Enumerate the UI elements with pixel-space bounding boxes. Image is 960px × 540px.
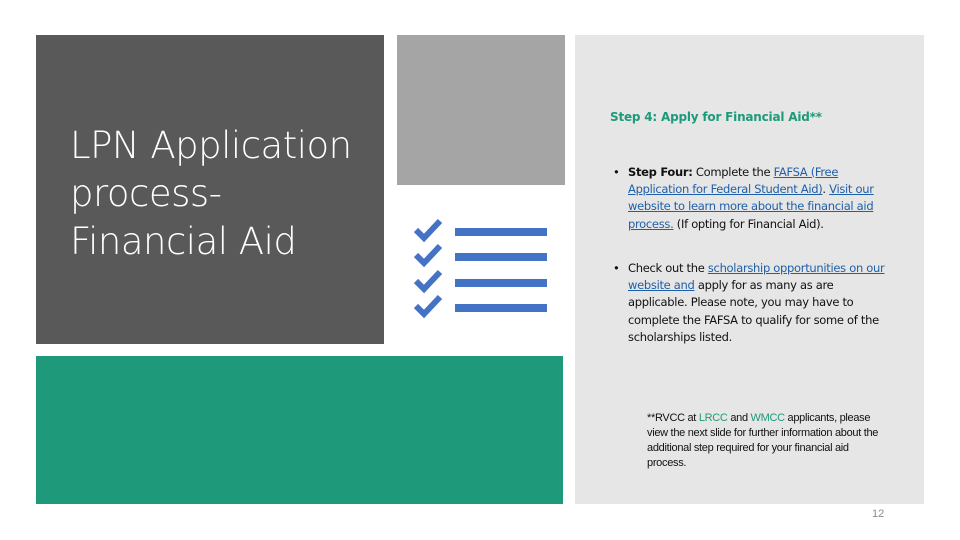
slide-title bbox=[70, 122, 370, 266]
checklist-row bbox=[413, 217, 553, 241]
footnote-text: applicants, please view the next slide for further information about the additional step required for your financial aid process. bbox=[647, 412, 879, 469]
financial-aid-website-link[interactable]: Visit our website to learn more about the financial aid process. bbox=[628, 182, 874, 231]
bullet-dot: • bbox=[613, 261, 620, 275]
bullet-scholarships bbox=[613, 260, 893, 346]
checkmark-icon bbox=[413, 268, 443, 294]
checklist-line bbox=[455, 253, 547, 261]
bullet-text: Check out the bbox=[628, 261, 708, 275]
decorative-gray-square bbox=[397, 35, 565, 185]
bullet-body bbox=[628, 164, 893, 233]
scholarship-opportunities-link[interactable]: scholarship opportunities on our website and bbox=[628, 261, 885, 293]
slide-title-line: process- bbox=[70, 172, 222, 215]
checkmark-icon bbox=[413, 217, 443, 243]
checklist-row bbox=[413, 293, 553, 317]
bullet-text: Complete the bbox=[692, 165, 774, 179]
bullet-bold-label: Step Four: bbox=[628, 165, 693, 179]
checklist-icon bbox=[413, 217, 553, 327]
bullet-dot: • bbox=[613, 165, 620, 179]
page-number: 12 bbox=[872, 508, 885, 520]
decorative-green-band bbox=[36, 356, 563, 504]
footnote-text: and bbox=[727, 412, 751, 424]
bullet-text: apply for as many as are applicable. Please note, you may have to complete the FAFSA to qualify for some of the scholarships listed. bbox=[628, 278, 879, 344]
bullet-text: (If opting for Financial Aid). bbox=[673, 216, 824, 231]
footnote-highlight-wmcc: WMCC bbox=[750, 412, 785, 424]
checklist-line bbox=[455, 279, 547, 287]
slide-title-line: Financial Aid bbox=[70, 220, 297, 263]
step-heading: Step 4: Apply for Financial Aid** bbox=[610, 110, 822, 124]
checkmark-icon bbox=[413, 242, 443, 268]
bullet-step-four bbox=[613, 164, 893, 233]
slide-title-line: LPN Application bbox=[70, 124, 352, 167]
bullet-body bbox=[628, 260, 893, 346]
checklist-row bbox=[413, 268, 553, 292]
footnote-text: **RVCC at bbox=[647, 412, 699, 424]
footnote bbox=[647, 411, 887, 471]
checklist-line bbox=[455, 228, 547, 236]
checkmark-icon bbox=[413, 293, 443, 319]
footnote-highlight-lrcc: LRCC bbox=[698, 412, 728, 424]
fafsa-link[interactable]: FAFSA (Free Application for Federal Student Aid) bbox=[628, 165, 839, 197]
checklist-row bbox=[413, 242, 553, 266]
checklist-line bbox=[455, 304, 547, 312]
bullet-text: . bbox=[822, 182, 830, 197]
